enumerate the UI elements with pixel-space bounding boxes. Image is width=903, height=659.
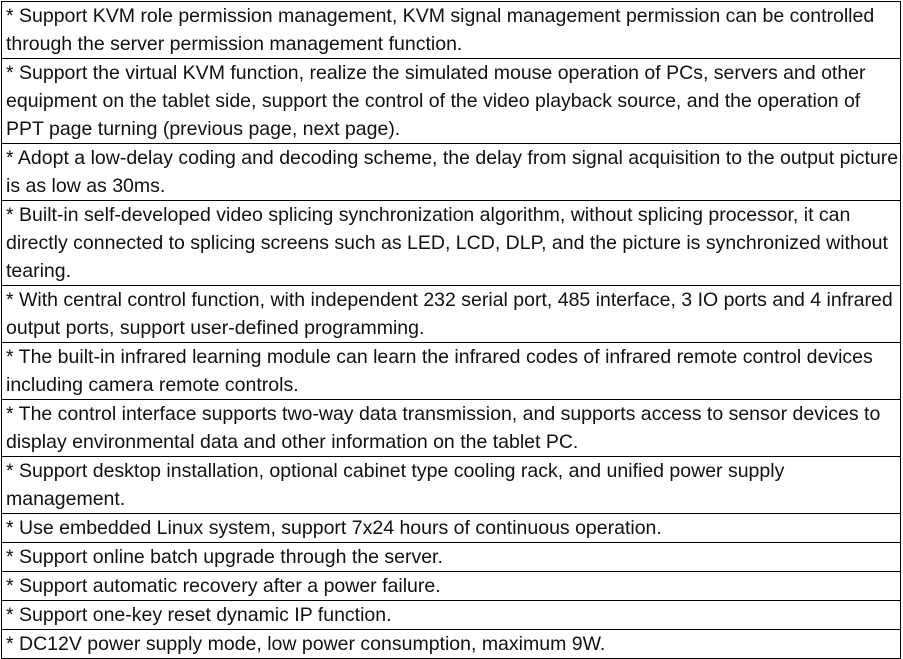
table-row xyxy=(2,400,901,457)
feature-cell: * The control interface supports two-way data transmission, and supports access to sensor devices to display environmental data and other information on the tablet PC. xyxy=(2,400,901,457)
table-row xyxy=(2,601,901,630)
feature-cell: * Support the virtual KVM function, realize the simulated mouse operation of PCs, servers and other equipment on the tablet side, support the control of the video playback source, and the operation of PPT page turning (previous page, next page). xyxy=(2,59,901,144)
table-row xyxy=(2,630,901,659)
feature-cell: * Support KVM role permission management, KVM signal management permission can be controlled through the server permission management function. xyxy=(2,2,901,59)
feature-cell: * DC12V power supply mode, low power consumption, maximum 9W. xyxy=(2,630,901,659)
table-row xyxy=(2,201,901,286)
feature-cell: * Support desktop installation, optional cabinet type cooling rack, and unified power supply management. xyxy=(2,457,901,514)
feature-cell: * The built-in infrared learning module can learn the infrared codes of infrared remote control devices including camera remote controls. xyxy=(2,343,901,400)
table-row xyxy=(2,2,901,59)
feature-list-table xyxy=(1,1,901,659)
table-row xyxy=(2,514,901,543)
feature-cell: * Built-in self-developed video splicing synchronization algorithm, without splicing processor, it can directly connected to splicing screens such as LED, LCD, DLP, and the picture is synchronized without tearing. xyxy=(2,201,901,286)
feature-cell: * Support one-key reset dynamic IP function. xyxy=(2,601,901,630)
table-row xyxy=(2,543,901,572)
table-row xyxy=(2,457,901,514)
feature-cell: * Use embedded Linux system, support 7x24 hours of continuous operation. xyxy=(2,514,901,543)
feature-cell: * Adopt a low-delay coding and decoding scheme, the delay from signal acquisition to the output picture is as low as 30ms. xyxy=(2,144,901,201)
table-row xyxy=(2,286,901,343)
feature-cell: * Support automatic recovery after a power failure. xyxy=(2,572,901,601)
table-row xyxy=(2,144,901,201)
feature-cell: * Support online batch upgrade through the server. xyxy=(2,543,901,572)
feature-cell: * With central control function, with independent 232 serial port, 485 interface, 3 IO ports and 4 infrared output ports, support user-defined programming. xyxy=(2,286,901,343)
table-row xyxy=(2,572,901,601)
table-row xyxy=(2,343,901,400)
table-row xyxy=(2,59,901,144)
